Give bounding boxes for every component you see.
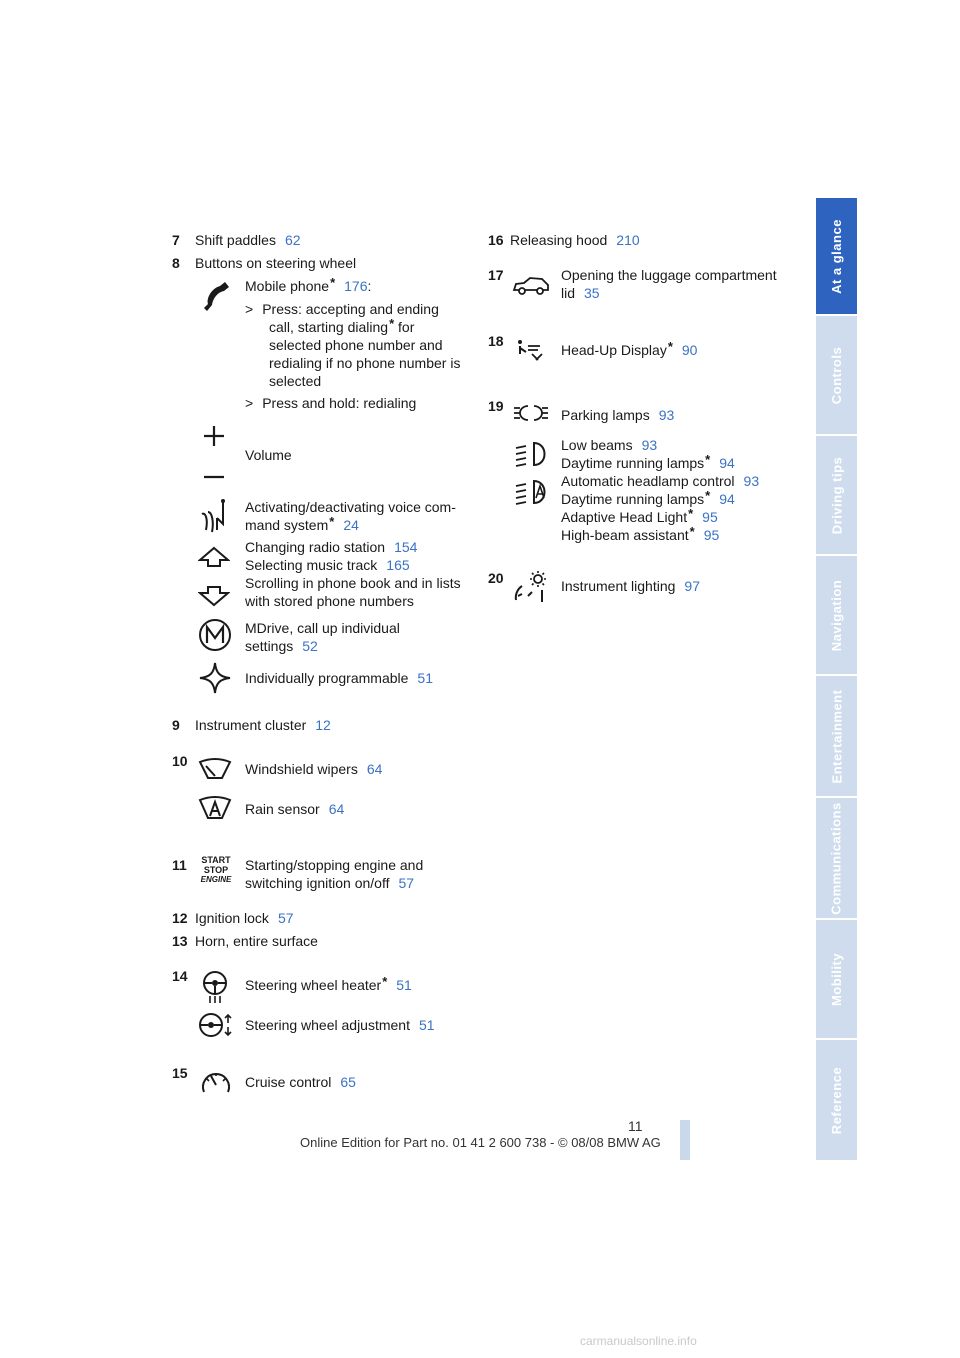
daytime-lamps-entry [561, 454, 735, 473]
entry-label: Shift paddles [195, 232, 276, 248]
optional-star: * [705, 488, 711, 503]
entry-label: Windshield wipers [245, 761, 358, 777]
item-number: 12 [172, 910, 188, 926]
page-ref-link[interactable]: 24 [343, 517, 359, 533]
mdrive-line2 [245, 637, 318, 655]
daytime-lamps-entry [561, 490, 735, 509]
page-ref-link[interactable]: 52 [302, 638, 318, 654]
page-ref-link[interactable]: 57 [398, 875, 415, 891]
start-stop-engine-icon [196, 855, 236, 885]
entry-label: Changing radio station [245, 539, 386, 555]
page-ref-link[interactable]: 65 [340, 1074, 356, 1090]
page-ref-link[interactable]: 95 [702, 509, 718, 525]
arrow-down-icon [198, 585, 230, 607]
horn-entry: Horn, entire surface [195, 933, 318, 949]
auto-headlamp-icon [514, 478, 550, 506]
entry-label: Head-Up Display [561, 342, 667, 358]
entry-label: Instrument cluster [195, 717, 307, 733]
sidebar-tab-communications[interactable]: Communications [816, 798, 857, 918]
start-stop-line2 [245, 874, 414, 892]
entry-label: Low beams [561, 437, 633, 453]
auto-headlamp-entry [561, 472, 759, 490]
steering-wheel-heater-icon [200, 970, 230, 1004]
page-ref-link[interactable]: 64 [366, 761, 383, 777]
voice-entry-line1: Activating/deactivating voice com- [245, 499, 456, 515]
entry-label: switching ignition on/off [245, 875, 390, 891]
bullet-continuation: selected [269, 373, 322, 389]
bullet-text: Press: accepting and ending [262, 301, 439, 317]
entry-label: Steering wheel heater [245, 977, 382, 993]
entry-label: lid [561, 285, 576, 301]
entry-label: Automatic headlamp control [561, 473, 735, 489]
entry-label: Daytime running lamps [561, 455, 705, 471]
phone-icon [198, 278, 232, 312]
sidebar-tab-reference[interactable]: Reference [816, 1040, 857, 1160]
sidebar-tab-entertainment[interactable]: Entertainment [816, 676, 857, 796]
wiper-icon [198, 756, 232, 782]
item-number: 7 [172, 232, 180, 248]
steering-wheel-buttons-heading: Buttons on steering wheel [195, 255, 357, 271]
plus-icon [202, 424, 226, 448]
instrument-lighting-icon [512, 570, 548, 604]
icon-text: ENGINE [200, 875, 232, 884]
page-ref-link[interactable]: 94 [719, 491, 735, 507]
entry-label: Adaptive Head Light [561, 509, 688, 525]
sidebar-tab-driving-tips[interactable]: Driving tips [816, 436, 857, 554]
luggage-line1: Opening the luggage compartment [561, 267, 777, 283]
item-number: 9 [172, 717, 180, 733]
minus-icon [202, 474, 226, 480]
mdrive-line1: MDrive, call up individual [245, 620, 400, 636]
item-number: 20 [488, 570, 504, 586]
adjustment-entry [245, 1016, 435, 1034]
watermark: carmanualsonline.info [580, 1334, 697, 1348]
entry-label: Parking lamps [561, 407, 650, 423]
bullet-glyph: > [245, 301, 254, 317]
sidebar-tab-navigation[interactable]: Navigation [816, 556, 857, 674]
cruise-control-icon [200, 1068, 232, 1098]
page-ref-link[interactable]: 95 [703, 527, 720, 543]
luggage-compartment-icon [512, 276, 550, 296]
page-ref-link[interactable]: 176 [344, 278, 368, 294]
wipers-entry [245, 760, 382, 778]
item-number: 13 [172, 933, 188, 949]
page-ref-link[interactable]: 93 [743, 473, 760, 489]
instrument-cluster-entry [195, 716, 331, 734]
item-number: 17 [488, 267, 504, 283]
entry-label: Ignition lock [195, 910, 269, 926]
entry-label: Selecting music track [245, 557, 378, 573]
entry-label: Mobile phone [245, 278, 330, 294]
rain-sensor-icon [198, 794, 232, 822]
page-ref-link[interactable]: 165 [386, 557, 410, 573]
item-number: 15 [172, 1065, 188, 1081]
page-ref-link[interactable]: 94 [719, 455, 735, 471]
entry-label: Daytime running lamps [561, 491, 705, 507]
music-track-entry [245, 556, 410, 574]
entry-label: Releasing hood [510, 232, 608, 248]
optional-star: * [689, 524, 695, 539]
entry-label: Cruise control [245, 1074, 332, 1090]
programmable-entry [245, 669, 433, 687]
optional-star: * [667, 339, 673, 354]
optional-star: * [705, 452, 711, 467]
entry-label: Steering wheel adjustment [245, 1017, 410, 1033]
parking-lamps-icon [512, 404, 550, 422]
item-number: 19 [488, 398, 504, 414]
item-number: 10 [172, 753, 188, 769]
optional-star: * [329, 514, 335, 529]
cruise-control-entry [245, 1073, 356, 1091]
bullet-text: for [394, 319, 415, 335]
page-ref-link[interactable]: 64 [328, 801, 345, 817]
optional-star: * [688, 506, 694, 521]
bullet-glyph: > [245, 395, 254, 411]
page-number: 11 [628, 1118, 643, 1134]
arrow-up-icon [198, 546, 230, 568]
item-number: 18 [488, 333, 504, 349]
bullet-text: call, starting dialing [269, 319, 389, 335]
item-number: 16 [488, 232, 504, 248]
entry-label: mand system [245, 517, 329, 533]
optional-star: * [389, 316, 395, 331]
optional-star: * [330, 275, 336, 290]
bullet-continuation: redialing if no phone number is [269, 355, 461, 371]
page-ref-link[interactable]: 51 [419, 1017, 435, 1033]
colon: : [367, 278, 372, 294]
entry-label: High-beam assistant [561, 527, 689, 543]
low-beam-icon [514, 440, 550, 468]
parking-lamps-entry [561, 406, 674, 424]
sidebar-tab-at-a-glance[interactable]: At a glance [816, 198, 857, 314]
page-ref-link[interactable]: 93 [641, 437, 658, 453]
voice-command-icon [200, 498, 234, 534]
entry-label: Rain sensor [245, 801, 320, 817]
m-button-icon [198, 618, 232, 652]
heater-entry [245, 976, 412, 995]
start-stop-line1: Starting/stopping engine and [245, 857, 424, 873]
page-ref-link[interactable]: 57 [277, 910, 294, 926]
bullet-item [245, 394, 416, 412]
hud-entry [561, 341, 697, 360]
item-number: 11 [172, 857, 187, 873]
shift-paddles-entry [195, 231, 301, 249]
item-number: 8 [172, 255, 180, 271]
phone-book-line1: Scrolling in phone book and in lists [245, 575, 461, 591]
page-ref-link[interactable]: 62 [284, 232, 301, 248]
high-beam-assistant-entry [561, 526, 719, 545]
page-marker-bar [680, 1120, 690, 1160]
page-ref-link[interactable]: 93 [658, 407, 675, 423]
entry-label: settings [245, 638, 294, 654]
rain-sensor-entry [245, 800, 344, 818]
page-ref-link[interactable]: 51 [396, 977, 412, 993]
diamond-star-icon [198, 661, 232, 695]
sidebar-tab-controls[interactable]: Controls [816, 316, 857, 434]
footer-edition: Online Edition for Part no. 01 41 2 600 738 - © 08/08 BMW AG [300, 1135, 661, 1150]
steering-wheel-adjust-icon [198, 1012, 232, 1038]
page-ref-link[interactable]: 97 [684, 578, 700, 594]
page-ref-link[interactable]: 35 [584, 285, 600, 301]
icon-text: STOP [203, 865, 229, 875]
page-ref-link[interactable]: 154 [394, 539, 418, 555]
page-ref-link[interactable]: 51 [417, 670, 433, 686]
page-ref-link[interactable]: 210 [616, 232, 640, 248]
bullet-item [245, 300, 439, 318]
sidebar-tab-mobility[interactable]: Mobility [816, 920, 857, 1038]
voice-entry-line2 [245, 516, 359, 535]
low-beams-entry [561, 436, 657, 454]
bullet-text: Press and hold: redialing [262, 395, 417, 411]
ignition-lock-entry [195, 909, 294, 927]
luggage-line2 [561, 284, 600, 302]
page-ref-link[interactable]: 12 [315, 717, 331, 733]
item-number: 14 [172, 968, 188, 984]
volume-label: Volume [245, 447, 292, 463]
bullet-continuation [269, 318, 414, 337]
radio-station-entry [245, 538, 417, 556]
phone-book-line2: with stored phone numbers [245, 593, 414, 609]
mobile-phone-entry [245, 277, 371, 296]
head-up-display-icon [514, 338, 548, 362]
icon-text: START [201, 855, 231, 865]
bullet-continuation: selected phone number and [269, 337, 443, 353]
page-ref-link[interactable]: 90 [681, 342, 698, 358]
optional-star: * [382, 974, 388, 989]
entry-label: Individually programmable [245, 670, 409, 686]
instrument-lighting-entry [561, 577, 700, 595]
entry-label: Instrument lighting [561, 578, 676, 594]
hood-entry [510, 231, 640, 249]
